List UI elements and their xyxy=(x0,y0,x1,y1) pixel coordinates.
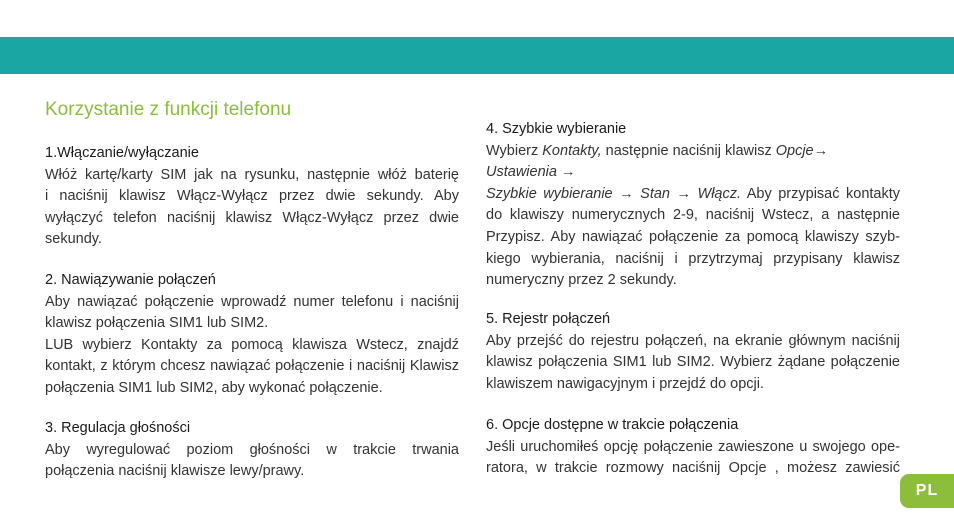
text-line: wyłączyć telefon naciśnij klawisz Włącz-Wyłącz przez dwie xyxy=(45,209,459,226)
text-line: sekundy. xyxy=(45,231,102,248)
section-in-call-options xyxy=(486,415,900,480)
text-line: klawisz połączenia SIM1 lub SIM2. xyxy=(45,315,269,332)
text-line: numeryczny przez 2 sekundy. xyxy=(486,272,677,289)
text-fragment: Aby przypisać kontakty xyxy=(741,185,900,202)
text-line: klawiszem nawigacyjnym i przejdź do opcji. xyxy=(486,375,765,392)
language-badge: PL xyxy=(900,474,954,508)
text-line: kontakt, z którym chcesz nawiązać połączenie i naciśnij Klawisz xyxy=(45,358,459,375)
text-fragment-italic: Kontakty, xyxy=(542,142,602,159)
section-title-power: 1.Włączanie/wyłączanie xyxy=(45,145,199,161)
text-fragment-italic: Ustawienia → xyxy=(486,164,576,181)
section-title-speed-dial: 4. Szybkie wybieranie xyxy=(486,121,627,137)
section-title-calls: 2. Nawiązywanie połączeń xyxy=(45,272,216,288)
text-line: klawisz połączenia SIM1 lub SIM2. Wybierz żądane połączenie xyxy=(486,354,900,371)
text-line: kiego wybierania, naciśnij i przytrzymaj przypisany klawisz xyxy=(486,250,900,267)
text-fragment: następnie naciśnij klawisz xyxy=(601,142,776,159)
page-title: Korzystanie z funkcji telefonu xyxy=(45,99,292,120)
text-line: połączenia naciśnij klawisze lewy/prawy. xyxy=(45,463,305,480)
text-line xyxy=(486,184,900,206)
text-fragment-italic: Szybkie wybieranie → Stan → Włącz. xyxy=(486,185,742,202)
text-line: do klawiszy numerycznych 2-9, naciśnij Wstecz, a następnie xyxy=(486,207,900,224)
text-line: Aby wyregulować poziom głośności w trakcie trwania xyxy=(45,441,459,458)
section-title-call-log: 5. Rejestr połączeń xyxy=(486,311,611,327)
section-title-volume: 3. Regulacja głośności xyxy=(45,420,191,436)
text-line: i naciśnij klawisz Włącz-Wyłącz przez dwie sekundy. Aby xyxy=(45,188,459,205)
text-line: ratora, w trakcie rozmowy naciśnij Opcje , możesz zawiesić xyxy=(486,460,900,477)
section-title-in-call-options: 6. Opcje dostępne w trakcie połączenia xyxy=(486,417,739,433)
header-band xyxy=(0,37,954,74)
text-line: Aby nawiązać połączenie wprowadź numer telefonu i naciśnij xyxy=(45,293,459,310)
text-line xyxy=(486,141,900,163)
section-speed-dial xyxy=(486,119,900,292)
section-calls xyxy=(45,270,459,400)
section-volume xyxy=(45,418,459,483)
section-power xyxy=(45,143,459,251)
text-line: Przypisz. Aby nawiązać połączenie za pomocą klawiszy szyb- xyxy=(486,228,900,245)
text-fragment: Wybierz xyxy=(486,142,543,159)
text-line: Jeśli uruchomiłeś opcję połączenie zawieszone u swojego ope- xyxy=(486,438,900,455)
text-line: Aby przejść do rejestru połączeń, na ekranie głównym naciśnij xyxy=(486,332,900,349)
text-line: LUB wybierz Kontakty za pomocą klawisza Wstecz, znajdź xyxy=(45,336,459,353)
section-call-log xyxy=(486,309,900,395)
text-line: połączenia SIM1 lub SIM2, aby wykonać połączenie. xyxy=(45,379,383,396)
text-line xyxy=(486,162,900,184)
text-line: Włóż kartę/karty SIM jak na rysunku, następnie włóż baterię xyxy=(45,166,459,183)
text-fragment-italic: Opcje→ xyxy=(775,142,829,159)
